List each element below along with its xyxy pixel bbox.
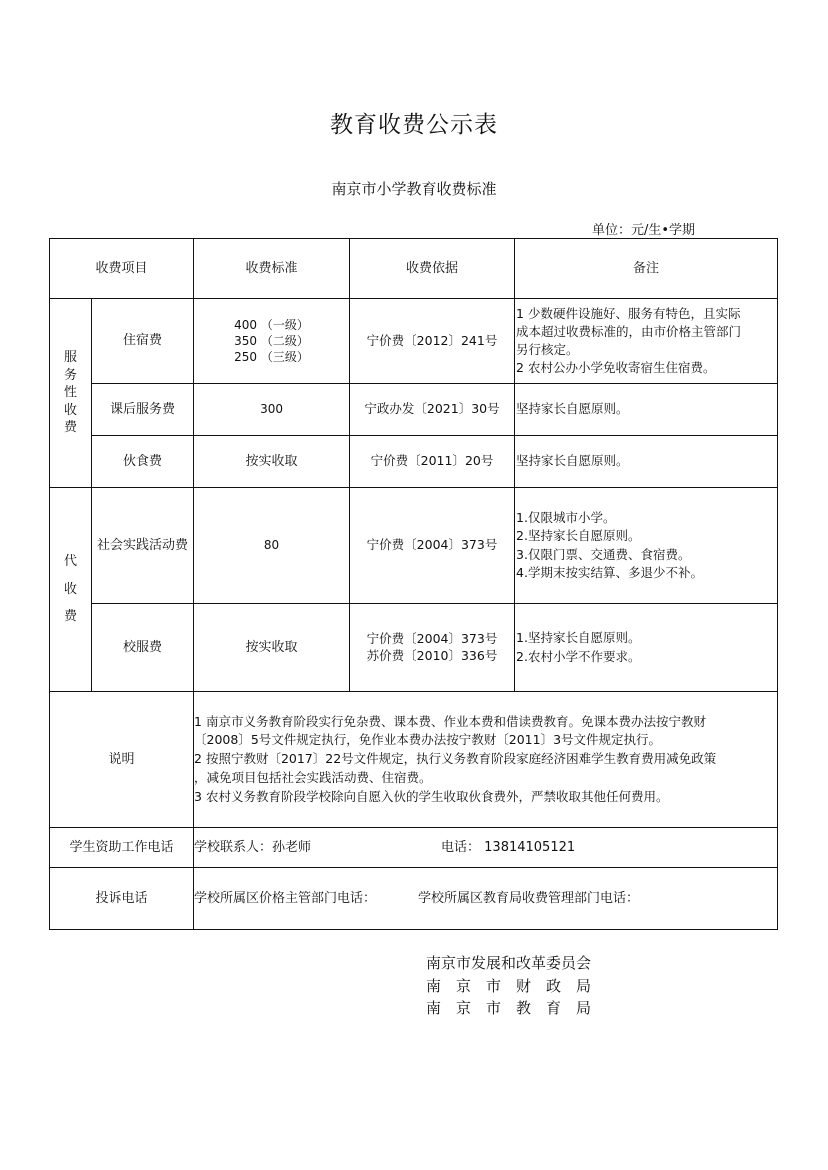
item-name: 社会实践活动费 [92, 488, 194, 604]
aid-label: 学生资助工作电话 [50, 828, 194, 868]
aid-contact-row [50, 828, 778, 868]
fee-basis: 宁价费〔2004〕373号 [350, 488, 515, 604]
complaint-row [50, 868, 778, 930]
complaint-contacts [194, 868, 778, 930]
explanation-row [50, 692, 778, 828]
explanation-label: 说明 [50, 692, 194, 828]
group-service-fees: 服 务 性 收 费 [50, 299, 92, 488]
explanation-text: 1 南京市义务教育阶段实行免杂费、课本费、作业本费和借读费教育。免课本费办法按宁教财 〔2008〕5号文件规定执行，免作业本费办法按宁教财〔2011〕3号文件规定执行。 2 按照宁教财〔2017〕22号文件规定，执行义务教育阶段家庭经济困难学生教育费用减免政策 ，减免项目包括社会实践活动费、住宿费。 3 农村义务教育阶段学校除向自愿入伙的学生收取伙食费外，严禁收取其他任何费用。 [194, 692, 778, 828]
fee-basis: 宁政办发〔2021〕30号 [350, 384, 515, 436]
item-name: 伙食费 [92, 436, 194, 488]
fee-basis: 宁价费〔2004〕373号 苏价费〔2010〕336号 [350, 604, 515, 692]
fee-notes: 坚持家长自愿原则。 [515, 384, 778, 436]
table-row [50, 604, 778, 692]
complaint-label: 投诉电话 [50, 868, 194, 930]
fee-standard: 300 [194, 384, 350, 436]
table-row [50, 488, 778, 604]
page-title: 教育收费公示表 [330, 112, 498, 138]
header-notes: 备注 [515, 239, 778, 299]
fee-notes: 1.仅限城市小学。 2.坚持家长自愿原则。 3.仅限门票、交通费、食宿费。 4.学期末按实结算、多退少不补。 [515, 488, 778, 604]
unit-label: 单位：元/生•学期 [592, 223, 696, 238]
header-standard: 收费标准 [194, 239, 350, 299]
header-item: 收费项目 [50, 239, 194, 299]
item-name: 住宿费 [92, 299, 194, 384]
fee-table [49, 238, 778, 930]
complaint-edu-dept: 学校所属区教育局收费管理部门电话： [418, 890, 640, 906]
complaint-price-dept: 学校所属区价格主管部门电话： [194, 890, 377, 906]
item-name: 课后服务费 [92, 384, 194, 436]
item-name: 校服费 [92, 604, 194, 692]
fee-standard: 80 [194, 488, 350, 604]
group-agency-fees: 代 收 费 [50, 488, 92, 692]
contact-person: 学校联系人：孙老师 [194, 839, 312, 855]
fee-standard: 400 （一级） 350 （二级） 250 （三级） [194, 299, 350, 384]
fee-standard: 按实收取 [194, 604, 350, 692]
fee-notes: 坚持家长自愿原则。 [515, 436, 778, 488]
aid-contact [194, 828, 778, 868]
table-row [50, 436, 778, 488]
page-subtitle: 南京市小学教育收费标准 [331, 180, 497, 198]
header-basis: 收费依据 [350, 239, 515, 299]
signature-line: 南 京 市 财 政 局 [426, 976, 592, 995]
fee-standard: 按实收取 [194, 436, 350, 488]
fee-notes: 1 少数硬件设施好、服务有特色，且实际 成本超过收费标准的，由市价格主管部门 另行核定。 2 农村公办小学免收寄宿生住宿费。 [515, 299, 778, 384]
table-row [50, 299, 778, 384]
fee-notes: 1.坚持家长自愿原则。 2.农村小学不作要求。 [515, 604, 778, 692]
signatures [426, 952, 591, 1020]
table-row [50, 384, 778, 436]
fee-basis: 宁价费〔2011〕20号 [350, 436, 515, 488]
contact-phone: 电话： 13814105121 [441, 839, 576, 855]
fee-basis: 宁价费〔2012〕241号 [350, 299, 515, 384]
signature-line: 南 京 市 教 育 局 [426, 999, 592, 1017]
signature-line: 南京市发展和改革委员会 [426, 954, 592, 972]
table-header-row [50, 239, 778, 299]
